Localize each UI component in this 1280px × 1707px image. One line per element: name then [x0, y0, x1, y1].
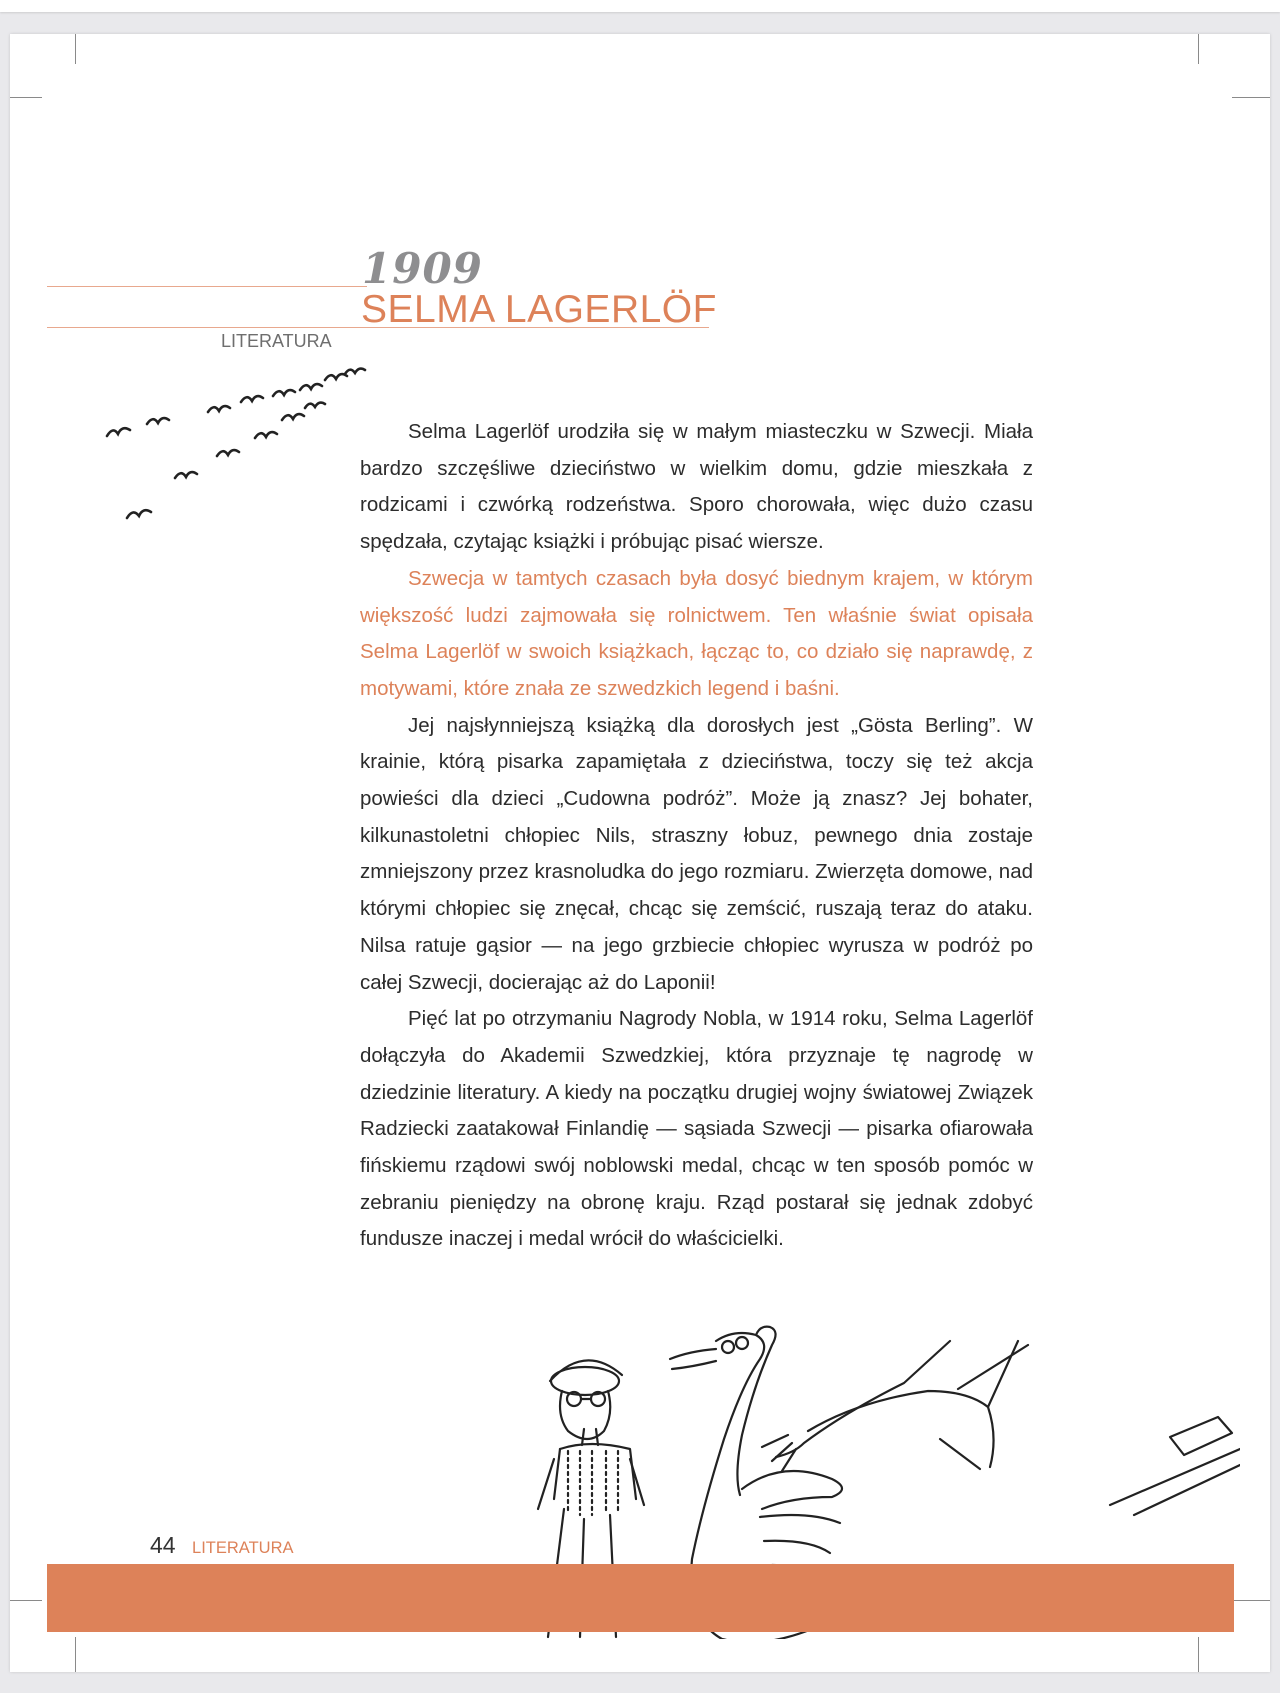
author-title: SELMA LAGERLÖF	[361, 288, 717, 331]
page-number: 44	[150, 1532, 176, 1558]
crop-mark	[1198, 1637, 1199, 1672]
crop-mark	[75, 1637, 76, 1672]
paragraph: Pięć lat po otrzymaniu Nagrody Nobla, w 1914 roku, Selma Lagerlöf dołączyła do Akademii Szwedzkiej, która przyznaje tę nagrodę w dziedzinie literatury. A kiedy na początku drugiej wojny światowej Związek Radziecki zaatakował Finlandię — sąsiada Szwecji — pisarka ofiarowała fińskiemu rządowi swój noblowski medal, chcąc w ten sposób pomóc w zebraniu pieniędzy na obronę kraju. Rząd postarał się jednak zdobyć fundusze inaczej i medal wrócił do właścicielki.	[360, 1007, 1033, 1251]
document-page	[10, 34, 1270, 1672]
footer-color-bar	[47, 1564, 1234, 1632]
footer-section-label: LITERATURA	[192, 1539, 294, 1557]
paragraph: Selma Lagerlöf urodziła się w małym miasteczku w Szwecji. Miała bardzo szczęśliwe dzieciństwo w wielkim domu, gdzie mieszkała z rodzicami i czwórką rodzeństwa. Sporo chorowała, więc dużo czasu spędzała, czytając książki i próbując pisać wiersze.	[360, 420, 1033, 554]
crop-mark	[1198, 34, 1199, 64]
year-heading: 1909	[362, 244, 483, 293]
highlighted-paragraph: Szwecja w tamtych czasach była dosyć biednym krajem, w którym większość ludzi zajmowała się rolnictwem. Ten właśnie świat opisała Selma Lagerlöf w swoich książkach, łącząc to, co działo się naprawdę, z motywami, które znała ze szwedzkich legend i baśni.	[360, 566, 1033, 700]
crop-mark	[10, 1600, 42, 1601]
next-page-edge	[0, 1693, 1280, 1707]
paragraph: Jej najsłynniejszą książką dla dorosłych jest „Gösta Berling”. W krainie, którą pisarka zapamiętała z dzieciństwa, toczy się też akcja powieści dla dzieci „Cudowna podróż”. Może ją znasz? Jej bohater, kilkunastoletni chłopiec Nils, straszny łobuz, pewnego dnia zostaje zmniejszony przez krasnoludka do jego rozmiaru. Zwierzęta domowe, nad którymi chłopiec się znęcał, chcąc się zemścić, ruszają teraz do ataku. Nilsa ratuje gąsior — na jego grzbiecie chłopiec wyrusza w podróż po całej Szwecji, docierając aż do Laponii!	[360, 713, 1033, 994]
section-label: LITERATURA	[221, 331, 332, 351]
crop-mark	[75, 34, 76, 64]
page-footer	[150, 1532, 294, 1559]
previous-page-edge	[0, 0, 1280, 12]
crop-mark	[10, 97, 42, 98]
crop-mark	[1232, 97, 1270, 98]
header-rule	[47, 286, 367, 287]
article-body	[360, 414, 1033, 1258]
